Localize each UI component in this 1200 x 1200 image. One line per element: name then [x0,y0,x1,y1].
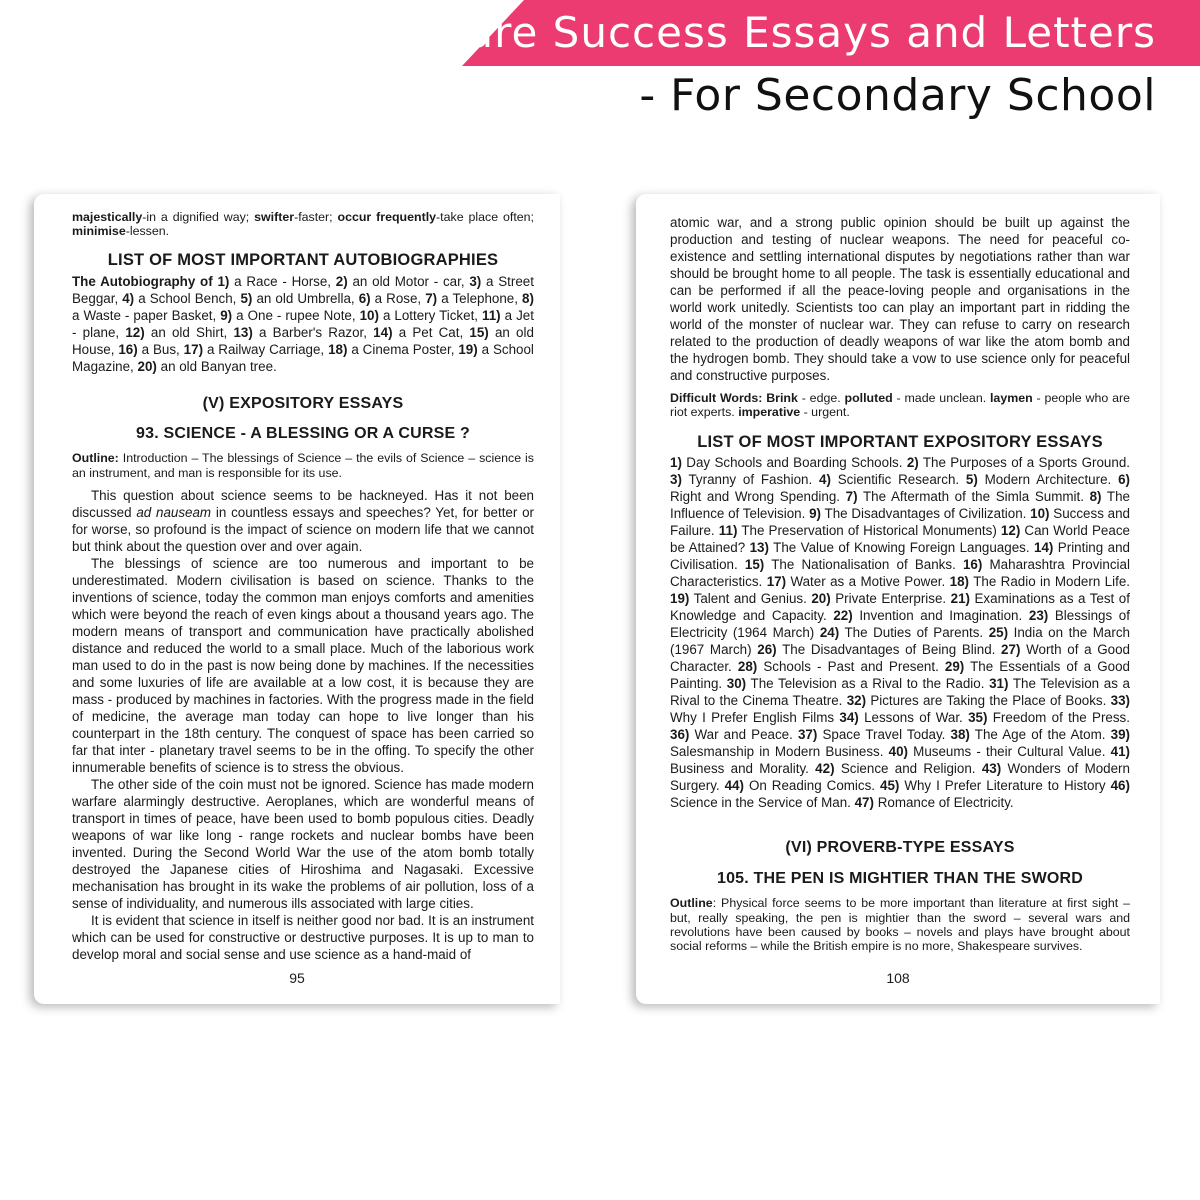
section-heading: (V) EXPOSITORY ESSAYS [202,395,404,413]
list-number: 18) [949,574,970,590]
list-item: The Disadvantages of Being Blind. [782,642,996,658]
list-number: 23) [1028,608,1049,624]
list-item: a Railway Carriage, [206,342,325,358]
list-item: The Nationalisation of Banks. [771,557,956,573]
list-item: The Influence of Television. [670,489,1130,522]
list-item: Salesmanship in Modern Business. [670,744,884,760]
list-item: a Race - Horse, [234,274,332,290]
list-item: The Purposes of a Sports Ground. [922,455,1130,471]
section-heading: (VI) PROVERB-TYPE ESSAYS [785,839,1015,857]
list-item: On Reading Comics. [748,778,876,794]
para-text: This question about science seems to be hackneyed. Has it not been discussed [72,487,534,520]
page-number: 108 [886,970,910,986]
list-item: a Pet Cat, [398,325,464,341]
list-item: Printing and Civilisation. [670,540,1130,573]
list-number: 8) [1089,489,1102,505]
expository-essays-list [670,454,1130,811]
glossary-term: occur frequently [337,210,437,224]
list-number: 1) [670,455,682,471]
list-item: Modern Architecture. [984,472,1112,488]
list-number: 45) [880,778,900,794]
list-item: Invention and Imagination. [859,608,1023,624]
list-number: 1) [217,274,230,290]
list-item: an old Motor - car, [352,274,465,290]
outline-text: : Physical force seems to be more important than literature at first sight – but, really speaking, the pen is mightier than the sword – several wars and revolutions have been caused by books – novels and plays have brought about social reforms – while the British empire is no more, Shakespeare survives. [670,896,1130,954]
list-item: Wonders of Modern Surgery. [670,761,1130,794]
glossary-meaning: - people who are riot experts. [670,391,1130,420]
list-item: Museums - their Cultural Value. [913,744,1106,760]
list-number: 16) [962,557,983,573]
glossary-meaning: -lessen. [125,224,170,239]
glossary-term: Difficult Words: Brink [670,391,798,405]
list-item: Talent and Genius. [693,591,807,607]
list-item: a Waste - paper Basket, [72,308,217,324]
glossary-term: majestically [72,210,143,224]
list-number: 19) [458,342,478,358]
expository-heading: LIST OF MOST IMPORTANT EXPOSITORY ESSAYS [697,433,1103,452]
list-number: 11) [718,523,738,539]
list-item: The Television as a Rival to the Radio. [750,676,985,692]
list-item: The Aftermath of the Simla Summit. [863,489,1084,505]
list-number: 15) [744,557,765,573]
list-item: an old House, [72,325,534,358]
list-number: 21) [950,591,970,607]
list-number: 10) [1030,506,1050,522]
list-number: 16) [118,342,138,358]
essay-title: 93. SCIENCE - A BLESSING OR A CURSE ? [136,425,470,443]
list-number: 25) [988,625,1009,641]
list-number: 44) [724,778,744,794]
list-item: War and Peace. [694,727,793,743]
list-number: 20) [137,359,157,375]
list-item: Why I Prefer English Films [670,710,835,726]
list-number: 17) [183,342,204,358]
list-number: 39) [1110,727,1130,743]
list-number: 3) [670,472,682,488]
list-number: 42) [815,761,835,777]
list-number: 6) [358,291,371,307]
list-number: 32) [846,693,867,709]
book-subtitle: - For Secondary School [639,70,1156,121]
list-item: The Radio in Modern Life. [973,574,1130,590]
list-number: 37) [797,727,818,743]
list-number: 22) [833,608,853,624]
list-number: 47) [854,795,874,811]
para-text: in countless essays and speeches? Yet, for better or for worse, so profound is the impact of science on modern life that we cannot but think about the question over and over again. [72,504,535,554]
list-number: 4) [122,291,135,307]
essay-title: 105. THE PEN IS MIGHTIER THAN THE SWORD [716,870,1084,888]
list-item: a Bus, [141,342,180,358]
list-number: 12) [125,325,145,341]
list-number: 33) [1110,693,1130,709]
list-item: Examinations as a Test of Knowledge and Capacity. [670,591,1130,624]
list-item: Success and Failure. [670,506,1130,539]
list-item: The Preservation of Historical Monuments) [741,523,997,539]
list-item: a Jet - plane, [72,308,534,341]
autobiographies-list [72,273,534,375]
list-item: The Duties of Parents. [844,625,984,641]
list-number: 9) [809,506,822,522]
list-number: 29) [944,659,965,675]
list-item: Worth of a Good Character. [670,642,1130,675]
list-number: 13) [749,540,769,556]
right-page [636,194,1160,1004]
left-page [34,194,560,1004]
list-item: Romance of Electricity. [877,795,1014,811]
essay-paragraph: The blessings of science are too numerous and important to be underestimated. Modern civilisation is based on science. Thanks to the inventions of science, today the common man enjoys comforts and amenities which were beyond the reach of even kings about a thousand years ago. The modern means of transport and communication have practically abolished distance and reduced the world to a small place. Much of the laborious work man used to do in the past is now being done by machines. If the necessities and some luxuries of life are available at a low cost, it is because they are mass - produced by machines in factories. With the progress made in the field of medicine, the average man today can hope to live longer than his counterpart in the 18th century. The conquest of space has been carried so far that inter - planetary travel seems to be in the offing. To specify the other innumerable benefits of science is to stress the obvious. [72,555,534,775]
list-number: 34) [839,710,859,726]
glossary-term: imperative [738,405,801,420]
book-title: Sure Success Essays and Letters [438,8,1156,57]
list-number: 26) [757,642,777,658]
list-number: 30) [726,676,747,692]
list-number: 2) [335,274,348,290]
difficult-words [670,391,1130,419]
list-item: Freedom of the Press. [992,710,1130,726]
list-item: a School Bench, [138,291,237,307]
list-number: 28) [737,659,758,675]
list-number: 20) [811,591,831,607]
outline-label: Outline: [72,451,119,466]
list-number: 2) [906,455,919,471]
list-number: 18) [328,342,348,358]
list-item: Lessons of War. [864,710,963,726]
list-item: Right and Wrong Spending. [670,489,841,505]
list-item: Day Schools and Boarding Schools. [686,455,903,471]
list-number: 14) [373,325,393,341]
list-item: Tyranny of Fashion. [688,472,813,488]
list-item: Schools - Past and Present. [763,659,939,675]
list-number: 5) [240,291,253,307]
autobiographies-heading: LIST OF MOST IMPORTANT AUTOBIOGRAPHIES [107,251,499,270]
list-number: 5) [965,472,978,488]
list-number: 43) [981,761,1002,777]
list-item: a School Magazine, [72,342,534,375]
word-meanings [72,210,534,238]
glossary-term: minimise [72,224,126,239]
list-item: an old Shirt, [150,325,228,341]
list-item: Science and Religion. [840,761,976,777]
list-item: a Rose, [374,291,422,307]
list-number: 10) [359,308,379,324]
glossary-term: laymen [989,391,1033,405]
list-number: 7) [425,291,438,307]
list-item: a Barber's Razor, [259,325,367,341]
list-item: a One - rupee Note, [236,308,356,324]
list-item: Scientific Research. [837,472,960,488]
list-number: 9) [220,308,233,324]
list-number: 13) [233,325,253,341]
list-item: Can World Peace be Attained? [670,523,1130,556]
essay-paragraph: The other side of the coin must not be ignored. Science has made modern warfare alarmingly destructive. Aeroplanes, which are wonderful means of transport in times of peace, have been used to bomb populous cities. Deadly weapons of war like long - range rockets and nuclear bombs have been invented. During the Second World War the use of the atom bomb totally destroyed the Japanese cities of Hiroshima and Nagasaki. Excessive mechanisation has brought in its wake the problems of air pollution, loss of a sense of individuality, and numerous ills associated with large cities. [72,776,534,911]
glossary-term: polluted [844,391,893,405]
list-item: Private Enterprise. [835,591,947,607]
glossary-meaning: - urgent. [800,405,850,420]
list-item: an old Banyan tree. [160,359,277,375]
list-item: Pictures are Taking the Place of Books. [870,693,1107,709]
glossary-term: swifter [254,210,295,224]
list-number: 41) [1110,744,1130,760]
list-number: 38) [950,727,970,743]
list-intro: The Autobiography of [72,274,213,290]
list-item: Blessings of Electricity (1964 March) [670,608,1130,641]
list-item: India on the March (1967 March) [670,625,1130,658]
list-number: 35) [968,710,988,726]
list-item: Maharashtra Provincial Characteristics. [670,557,1130,590]
list-number: 31) [989,676,1009,692]
glossary-meaning: - edge. [797,391,845,405]
essay-paragraph: It is evident that science in itself is neither good nor bad. It is an instrument which can be used for constructive or destructive purposes. It is up to man to develop moral and social sense and use science as a hand-maid of [72,912,534,962]
list-number: 6) [1118,472,1130,488]
list-item: a Street Beggar, [72,274,534,307]
list-item: The Television as a Rival to the Cinema Theatre. [670,676,1130,709]
list-item: The Disadvantages of Civilization. [824,506,1027,522]
list-number: 36) [670,727,690,743]
outline-text: Introduction – The blessings of Science – the evils of Science – science is an instrument, and man is responsible for its use. [72,451,534,480]
essay-paragraph: atomic war, and a strong public opinion should be built up against the production and testing of nuclear weapons. The need for peaceful co-existence and settling international disputes by negotiations rather than war should be brought home to all people. The task is essentially educational and can be performed if all the peace-loving people and organisations in the world work unitedly. Scientists too can play an important part in ridding the world of the monster of nuclear war. They can refuse to carry on research related to the production of deadly weapons of war like the atom bomb and the hydrogen bomb. They should take a vow to use science only for peaceful and constructive purposes. [670,215,1130,383]
essay-paragraph [72,487,534,555]
glossary-meaning: - made unclean. [892,391,990,405]
glossary-meaning: -in a dignified way; [142,210,255,224]
list-number: 17) [766,574,787,590]
essay-outline [670,896,1130,953]
list-number: 11) [482,308,501,324]
glossary-meaning: -take place often; [436,210,534,224]
list-number: 46) [1110,778,1130,794]
list-number: 3) [469,274,482,290]
list-item: Water as a Motive Power. [790,574,946,590]
list-item: a Lottery Ticket, [382,308,479,324]
list-number: 8) [522,291,534,307]
essay-outline [72,451,534,479]
page-number: 95 [289,970,305,986]
list-item: a Telephone, [441,291,518,307]
list-number: 40) [888,744,908,760]
para-italic-text: ad nauseam [136,504,212,520]
list-item: an old Umbrella, [256,291,355,307]
list-item: The Value of Knowing Foreign Languages. [773,540,1030,556]
list-number: 15) [469,325,489,341]
outline-label: Outline [670,896,713,911]
glossary-meaning: -faster; [294,210,338,224]
list-number: 14) [1034,540,1054,556]
list-number: 12) [1000,523,1021,539]
list-number: 19) [670,591,690,607]
list-number: 4) [819,472,831,488]
list-number: 7) [845,489,858,505]
list-item: Space Travel Today. [822,727,946,743]
list-item: The Essentials of a Good Painting. [670,659,1130,692]
list-item: The Age of the Atom. [974,727,1106,743]
list-number: 27) [1001,642,1021,658]
list-item: a Cinema Poster, [351,342,455,358]
list-number: 24) [819,625,840,641]
list-item: Business and Morality. [670,761,809,777]
list-item: Science in the Service of Man. [670,795,851,811]
list-item: Why I Prefer Literature to History [904,778,1106,794]
